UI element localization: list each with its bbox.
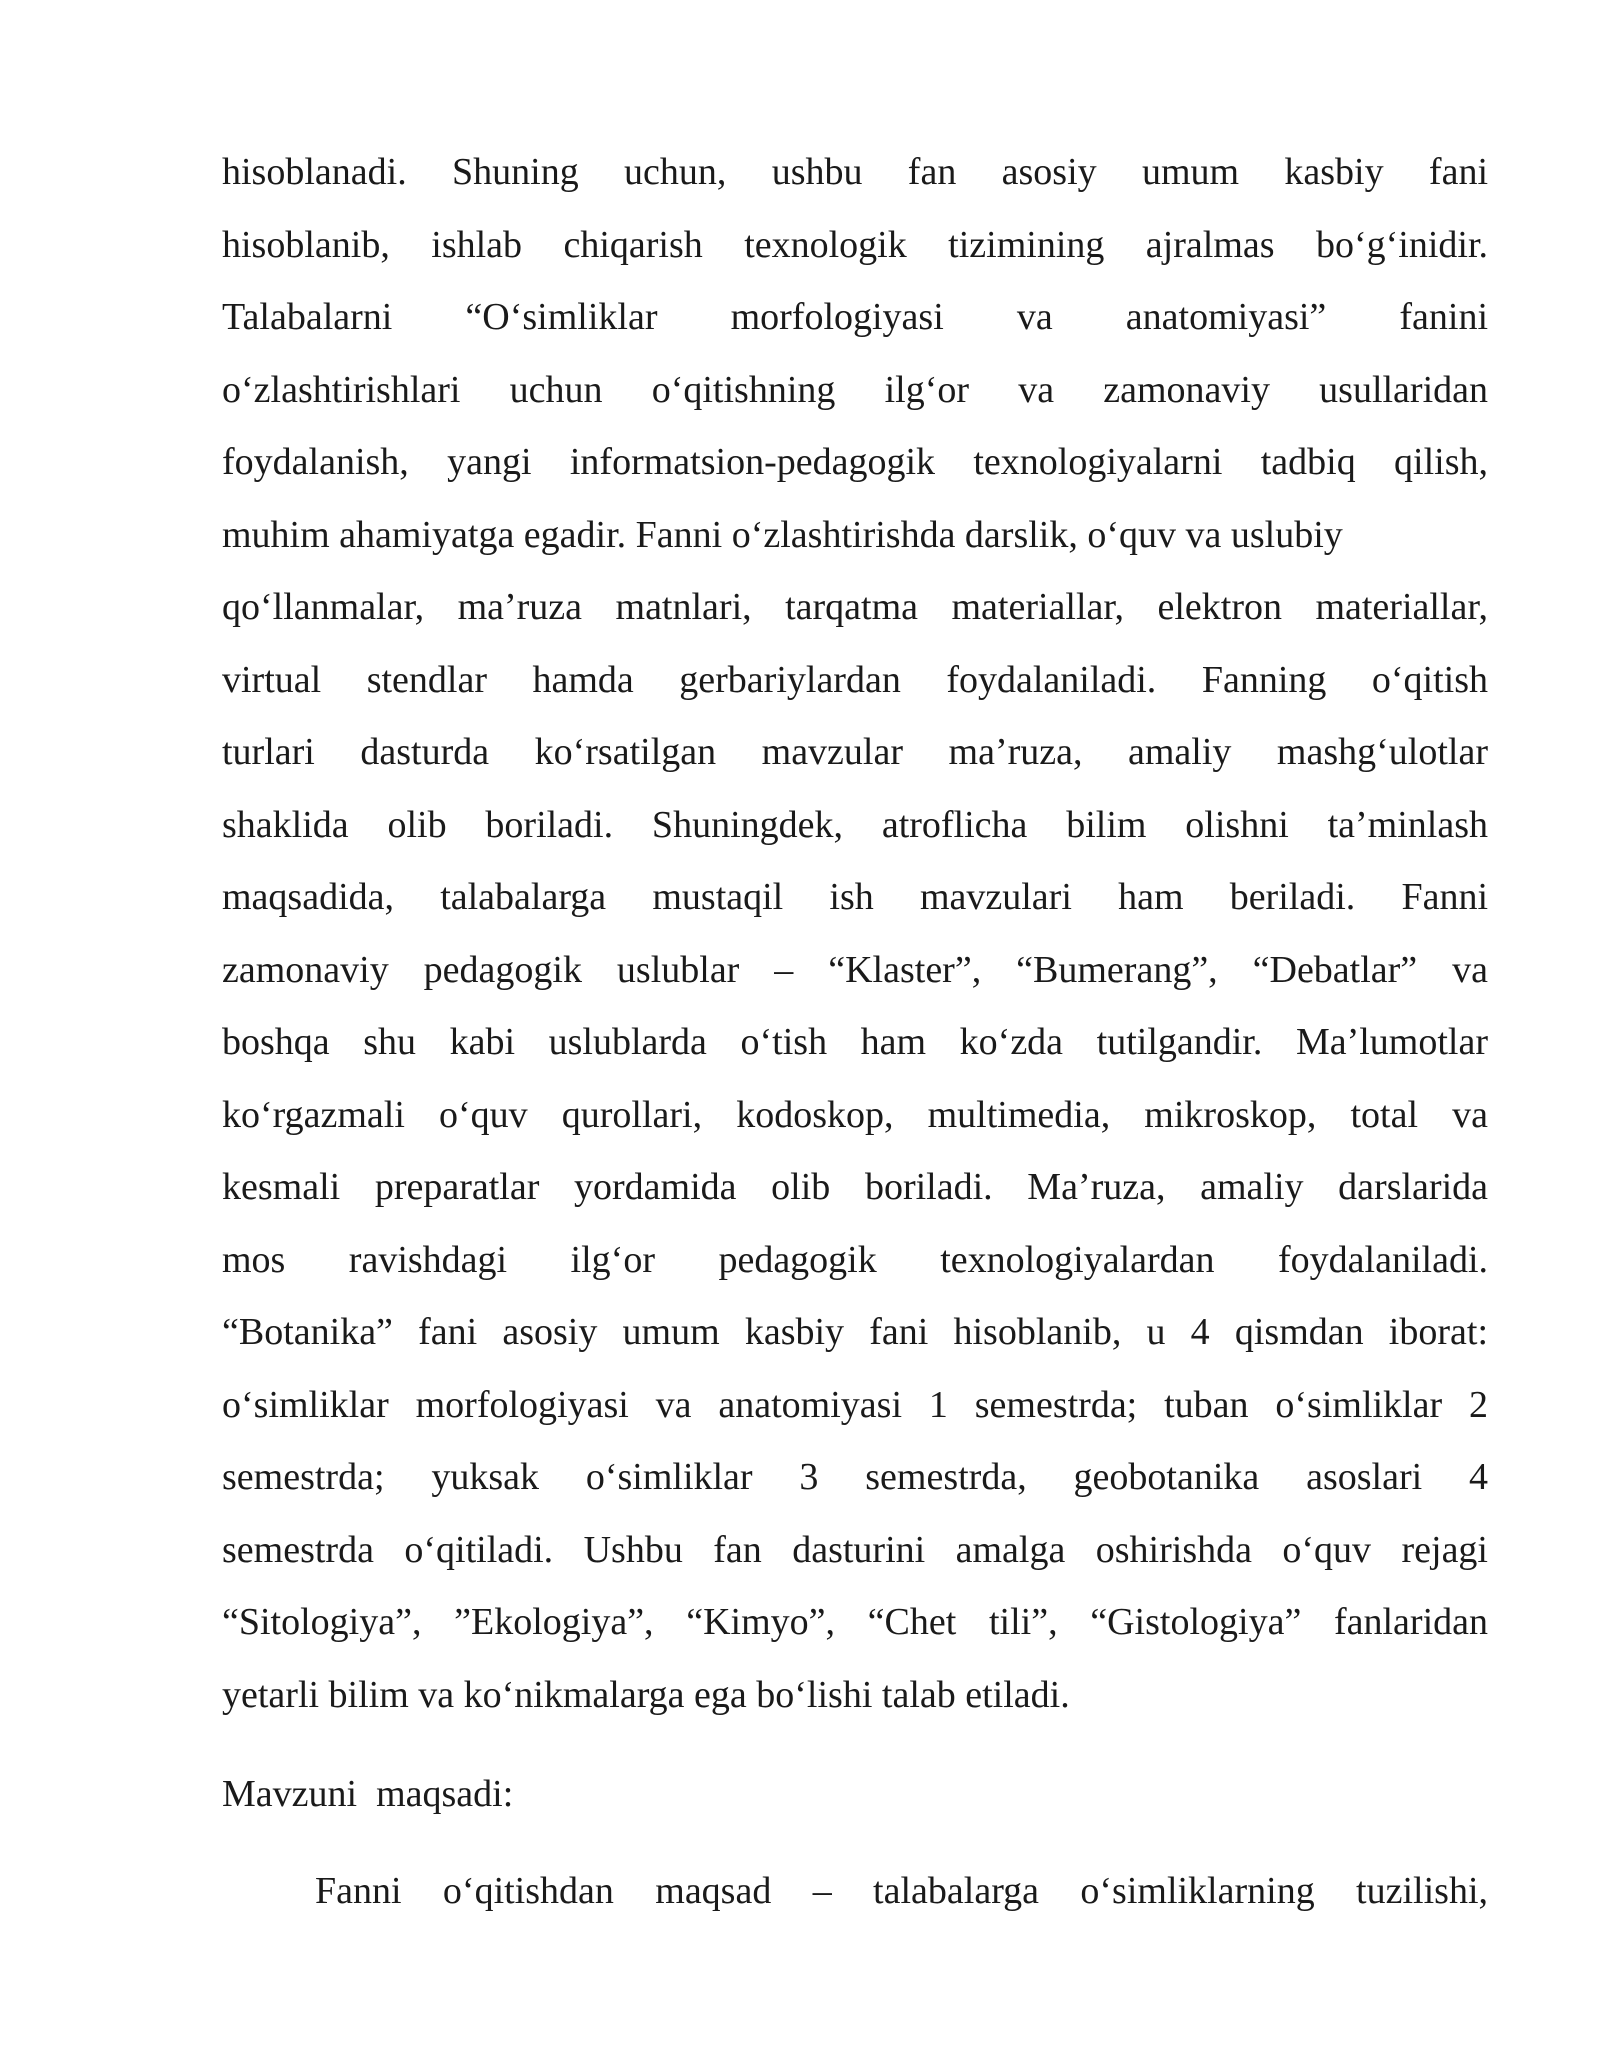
paragraph-line: turlari dasturda ko‘rsatilgan mavzular ma’ruza, amaliy mashg‘ulotlar (222, 731, 1488, 773)
goal-line: Fanni o‘qitishdan maqsad – talabalarga o‘simliklarning tuzilishi, (315, 1870, 1488, 1912)
paragraph-line: maqsadida, talabalarga mustaqil ish mavzulari ham beriladi. Fanni (222, 876, 1488, 918)
paragraph-line: hisoblanadi. Shuning uchun, ushbu fan asosiy umum kasbiy fani (222, 151, 1488, 193)
paragraph-line: semestrda o‘qitiladi. Ushbu fan dasturini amalga oshirishda o‘quv rejagi (222, 1528, 1488, 1571)
paragraph-line: boshqa shu kabi uslublarda o‘tish ham ko‘zda tutilgandir. Ma’lumotlar (222, 1021, 1488, 1063)
paragraph-line: “Sitologiya”, ”Ekologiya”, “Kimyo”, “Chet tili”, “Gistologiya” fanlaridan (222, 1601, 1488, 1643)
paragraph-line: kesmali preparatlar yordamida olib boriladi. Ma’ruza, amaliy darslarida (222, 1166, 1488, 1208)
paragraph-line: zamonaviy pedagogik uslublar – “Klaster”, “Bumerang”, “Debatlar” va (222, 948, 1488, 991)
paragraph-line: virtual stendlar hamda gerbariylardan foydalaniladi. Fanning o‘qitish (222, 658, 1488, 701)
paragraph-line: o‘zlashtirishlari uchun o‘qitishning ilg‘or va zamonaviy usullaridan (222, 368, 1488, 411)
paragraph-line: yetarli bilim va ko‘nikmalarga ega bo‘lishi talab etiladi. (222, 1673, 1070, 1716)
paragraph-line: qo‘llanmalar, ma’ruza matnlari, tarqatma materiallar, elektron materiallar, (222, 586, 1488, 628)
goal-paragraph (222, 1855, 1488, 1928)
paragraph-line: “Botanika” fani asosiy umum kasbiy fani hisoblanib, u 4 qismdan iborat: (222, 1311, 1488, 1353)
section-heading: Mavzuni maqsadi: (222, 1773, 514, 1815)
paragraph-line: muhim ahamiyatga egadir. Fanni o‘zlashtirishda darslik, o‘quv va uslubiy (222, 513, 1343, 556)
paragraph-line: semestrda; yuksak o‘simliklar 3 semestrda, geobotanika asoslari 4 (222, 1456, 1488, 1498)
paragraph-line: ko‘rgazmali o‘quv qurollari, kodoskop, multimedia, mikroskop, total va (222, 1093, 1488, 1136)
body-paragraph (222, 136, 1488, 1731)
paragraph-line: o‘simliklar morfologiyasi va anatomiyasi 1 semestrda; tuban o‘simliklar 2 (222, 1383, 1488, 1426)
paragraph-line: hisoblanib, ishlab chiqarish texnologik tizimining ajralmas bo‘g‘inidir. (222, 223, 1488, 266)
paragraph-line: mos ravishdagi ilg‘or pedagogik texnologiyalardan foydalaniladi. (222, 1238, 1488, 1281)
paragraph-line: foydalanish, yangi informatsion-pedagogik texnologiyalarni tadbiq qilish, (222, 441, 1488, 483)
paragraph-line: shaklida olib boriladi. Shuningdek, atroflicha bilim olishni ta’minlash (222, 803, 1488, 846)
paragraph-line: Talabalarni “O‘simliklar morfologiyasi va anatomiyasi” fanini (222, 296, 1488, 338)
